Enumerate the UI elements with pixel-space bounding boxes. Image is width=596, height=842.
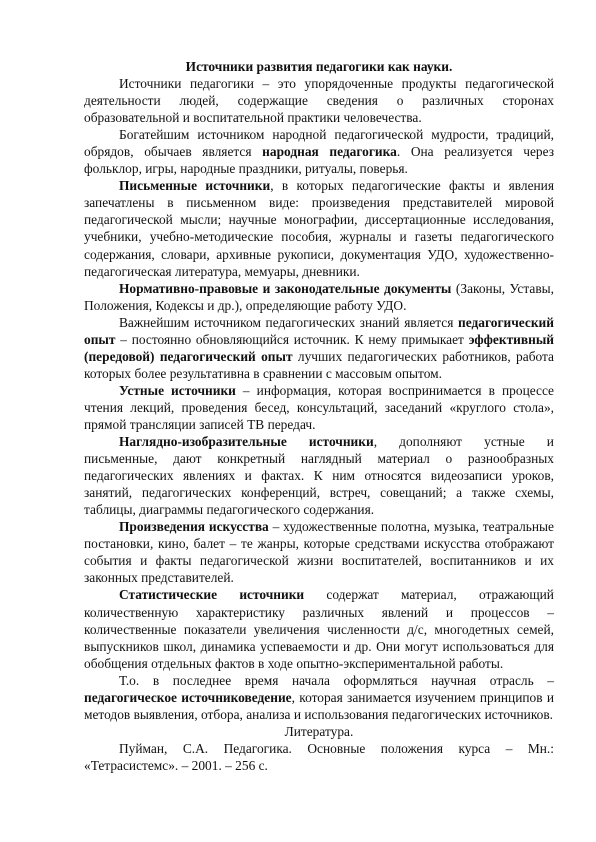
term-effective-experience: эффективный (передовой) педагогический опыт bbox=[84, 331, 554, 364]
paragraph-source-studies bbox=[84, 672, 554, 723]
text-segment: (Законы, Уставы, Положения, Кодексы и др.), определяющие работу УДО. bbox=[84, 280, 554, 313]
term-works-of-art: Произведения искусства bbox=[119, 519, 269, 535]
text-segment: – художественные полотна, музыка, театральные постановки, кино, балет – те жанры, которые средствами искусства отображают события и факты педагогической жизни воспитателей, воспитанников и их законных представителей. bbox=[84, 519, 554, 586]
paragraph-visual-sources bbox=[84, 433, 554, 518]
page-title: Источники развития педагогики как науки. bbox=[185, 59, 453, 74]
paragraph-statistical-sources bbox=[84, 586, 554, 671]
paragraph-definition: Источники педагогики – это упорядоченные продукты педагогической деятельности людей, содержащие сведения о различных сторонах образовательной и воспитательной практики человечества. bbox=[84, 76, 554, 126]
text-segment: лучших педагогических работников, работа которых более результативна в сравнении с массовым опытом. bbox=[84, 348, 554, 381]
paragraph-legal-documents bbox=[84, 280, 554, 314]
text-segment: , дополняют устные и письменные, дают конкретный наглядный материал о разнообразных педагогических явлениях и фактах. К ним относятся видеозаписи уроков, занятий, педагогических конференций, встреч, совещаний; а также схемы, таблицы, диаграммы педагогического содержания. bbox=[84, 434, 554, 518]
term-pedagogical-experience: педагогический опыт bbox=[84, 314, 554, 347]
text-segment: Богатейшим источником народной педагогической мудрости, традиций, обрядов, обычаев является bbox=[84, 127, 554, 160]
term-written-sources: Письменные источники bbox=[119, 178, 271, 194]
paragraph-written-sources bbox=[84, 177, 554, 279]
paragraph-folk-pedagogy bbox=[84, 126, 554, 177]
paragraph-works-of-art bbox=[84, 518, 554, 586]
paragraph-pedagogical-experience bbox=[84, 314, 554, 382]
text-segment: , в которых педагогические факты и явления запечатлены в письменном виде: произведения представителей мировой педагогической мысли; научные монографии, диссертационные исследования, учебники, учебно-методические пособия, журналы и газеты педагогического содержания, словари, архивные рукописи, документация УДО, художественно-педагогическая литература, мемуары, дневники. bbox=[84, 178, 555, 279]
paragraph-oral-sources bbox=[84, 382, 554, 433]
text-segment: Важнейшим источником педагогических знаний является bbox=[119, 314, 459, 330]
term-source-studies: педагогическое источниковедение bbox=[84, 689, 292, 705]
term-visual-sources: Наглядно-изобразительные источники bbox=[119, 434, 374, 450]
text-segment: . Она реализуется через фольклор, игры, народные праздники, ритуалы, поверья. bbox=[84, 144, 554, 177]
term-statistical-sources: Статистические источники bbox=[119, 587, 305, 603]
reference-entry: Пуйман, С.А. Педагогика. Основные положения курса – Мн.: «Тетрасистемс». – 2001. – 256 с. bbox=[84, 740, 554, 773]
term-legal-documents: Нормативно-правовые и законодательные документы bbox=[119, 280, 452, 296]
term-oral-sources: Устные источники bbox=[119, 382, 236, 398]
text-segment: Т.о. в последнее время начала оформляться научная отрасль – bbox=[119, 672, 554, 688]
text-segment: содержат материал, отражающий количественную характеристику различных явлений и процессов – количественные показатели увеличения численности д/с, многодетных семей, выпускников школ, динамика успеваемости и др. Они могут использоваться для обобщения отдельных фактов в ходе опытно-экспериментальной работы. bbox=[84, 587, 554, 671]
text-segment: – постоянно обновляющийся источник. К нему примыкает bbox=[115, 331, 469, 347]
text-segment: , которая занимается изучением принципов и методов выявления, отбора, анализа и использования педагогических источников. bbox=[84, 689, 554, 722]
literature-heading: Литература. bbox=[284, 723, 354, 739]
text-segment: – информация, которая воспринимается в процессе чтения лекций, проведения бесед, консультаций, заседаний «круглого стола», прямой трансляции записей ТВ передач. bbox=[84, 382, 555, 432]
document-page bbox=[84, 58, 554, 774]
term-folk-pedagogy: народная педагогика bbox=[262, 144, 397, 160]
